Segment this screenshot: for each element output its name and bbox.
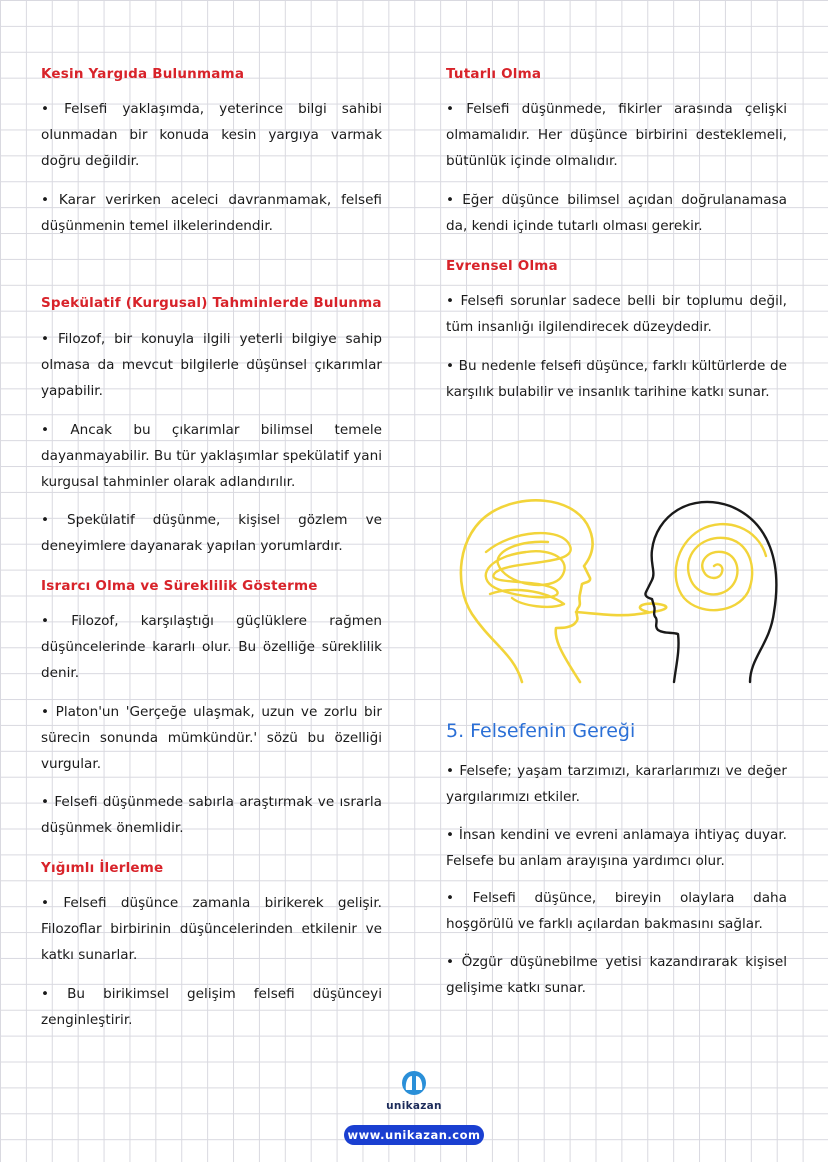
heading-spekulatif: Spekülatif (Kurgusal) Tahminlerde Bulunma xyxy=(41,295,382,311)
heading-kesin-yargida: Kesin Yargıda Bulunmama xyxy=(41,66,245,82)
paragraph: • Özgür düşünebilme yetisi kazandırarak kişisel gelişime katkı sunar. xyxy=(446,954,787,996)
section-title-felsefenin-geregi: 5. Felsefenin Gereği xyxy=(446,720,636,742)
paragraph: • Felsefe; yaşam tarzımızı, kararlarımızı ve değer yargılarımızı etkiler. xyxy=(446,763,787,805)
paragraph: • Platon'un 'Gerçeğe ulaşmak, uzun ve zorlu bir sürecin sonunda mümkündür.' sözü bu özelliği vurgular. xyxy=(41,704,382,772)
two-heads-illustration xyxy=(452,494,787,684)
paragraph: • Felsefi düşünmede, fikirler arasında çelişki olmamalıdır. Her düşünce birbirini desteklemeli, bütünlük içinde olmalıdır. xyxy=(446,101,787,169)
paragraph: • Spekülatif düşünme, kişisel gözlem ve deneyimlere dayanarak yapılan yorumlardır. xyxy=(41,512,382,554)
website-link[interactable]: www.unikazan.com xyxy=(344,1125,484,1145)
footer-logo[interactable] xyxy=(0,1070,828,1112)
paragraph: • Bu nedenle felsefi düşünce, farklı kültürlerde de karşılık bulabilir ve insanlık tarihine katkı sunar. xyxy=(446,358,787,400)
paragraph: • Filozof, bir konuyla ilgili yeterli bilgiye sahip olmasa da mevcut bilgilerle düşünsel çıkarımlar yapabilir. xyxy=(41,331,382,399)
paragraph: • Felsefi düşünce, bireyin olaylara daha hoşgörülü ve farklı açılardan bakmasını sağlar. xyxy=(446,890,787,932)
paragraph: • Eğer düşünce bilimsel açıdan doğrulanamasa da, kendi içinde tutarlı olması gerekir. xyxy=(446,192,787,234)
paragraph: • Felsefi düşünmede sabırla araştırmak ve ısrarla düşünmek önemlidir. xyxy=(41,794,382,836)
spiral-thought xyxy=(676,524,766,610)
brand-name: unikazan xyxy=(386,1100,442,1112)
tangled-thought-scribble xyxy=(486,533,571,607)
paragraph: • Felsefi yaklaşımda, yeterince bilgi sahibi olunmadan bir konuda kesin yargıya varmak doğru değildir. xyxy=(41,101,382,169)
paragraph: • Felsefi düşünce zamanla birikerek gelişir. Filozoflar birbirinin düşüncelerinden etkilenir ve katkı sunarlar. xyxy=(41,895,382,963)
paragraph: • Filozof, karşılaştığı güçlüklere rağmen düşüncelerinde kararlı olur. Bu özelliğe süreklilik denir. xyxy=(41,613,382,681)
paragraph: • Felsefi sorunlar sadece belli bir toplumu değil, tüm insanlığı ilgilendirecek düzeydedir. xyxy=(446,293,787,335)
right-head-outline xyxy=(645,502,776,682)
heading-evrensel-olma: Evrensel Olma xyxy=(446,258,558,274)
paragraph: • Ancak bu çıkarımlar bilimsel temele dayanmayabilir. Bu tür yaklaşımlar spekülatif yani kurgusal tahminler olarak adlandırılır. xyxy=(41,422,382,490)
paragraph: • Bu birikimsel gelişim felsefi düşünceyi zenginleştirir. xyxy=(41,986,382,1028)
heading-tutarli-olma: Tutarlı Olma xyxy=(446,66,542,82)
paragraph: • Karar verirken aceleci davranmamak, felsefi düşünmenin temel ilkelerindendir. xyxy=(41,192,382,234)
heading-yigimli-ilerleme: Yığımlı İlerleme xyxy=(41,860,164,876)
heading-israrci-olma: Israrcı Olma ve Süreklilik Gösterme xyxy=(41,578,318,594)
unikazan-head-logo-icon xyxy=(397,1070,431,1096)
paragraph: • İnsan kendini ve evreni anlamaya ihtiyaç duyar. Felsefe bu anlam arayışına yardımcı olur. xyxy=(446,827,787,869)
